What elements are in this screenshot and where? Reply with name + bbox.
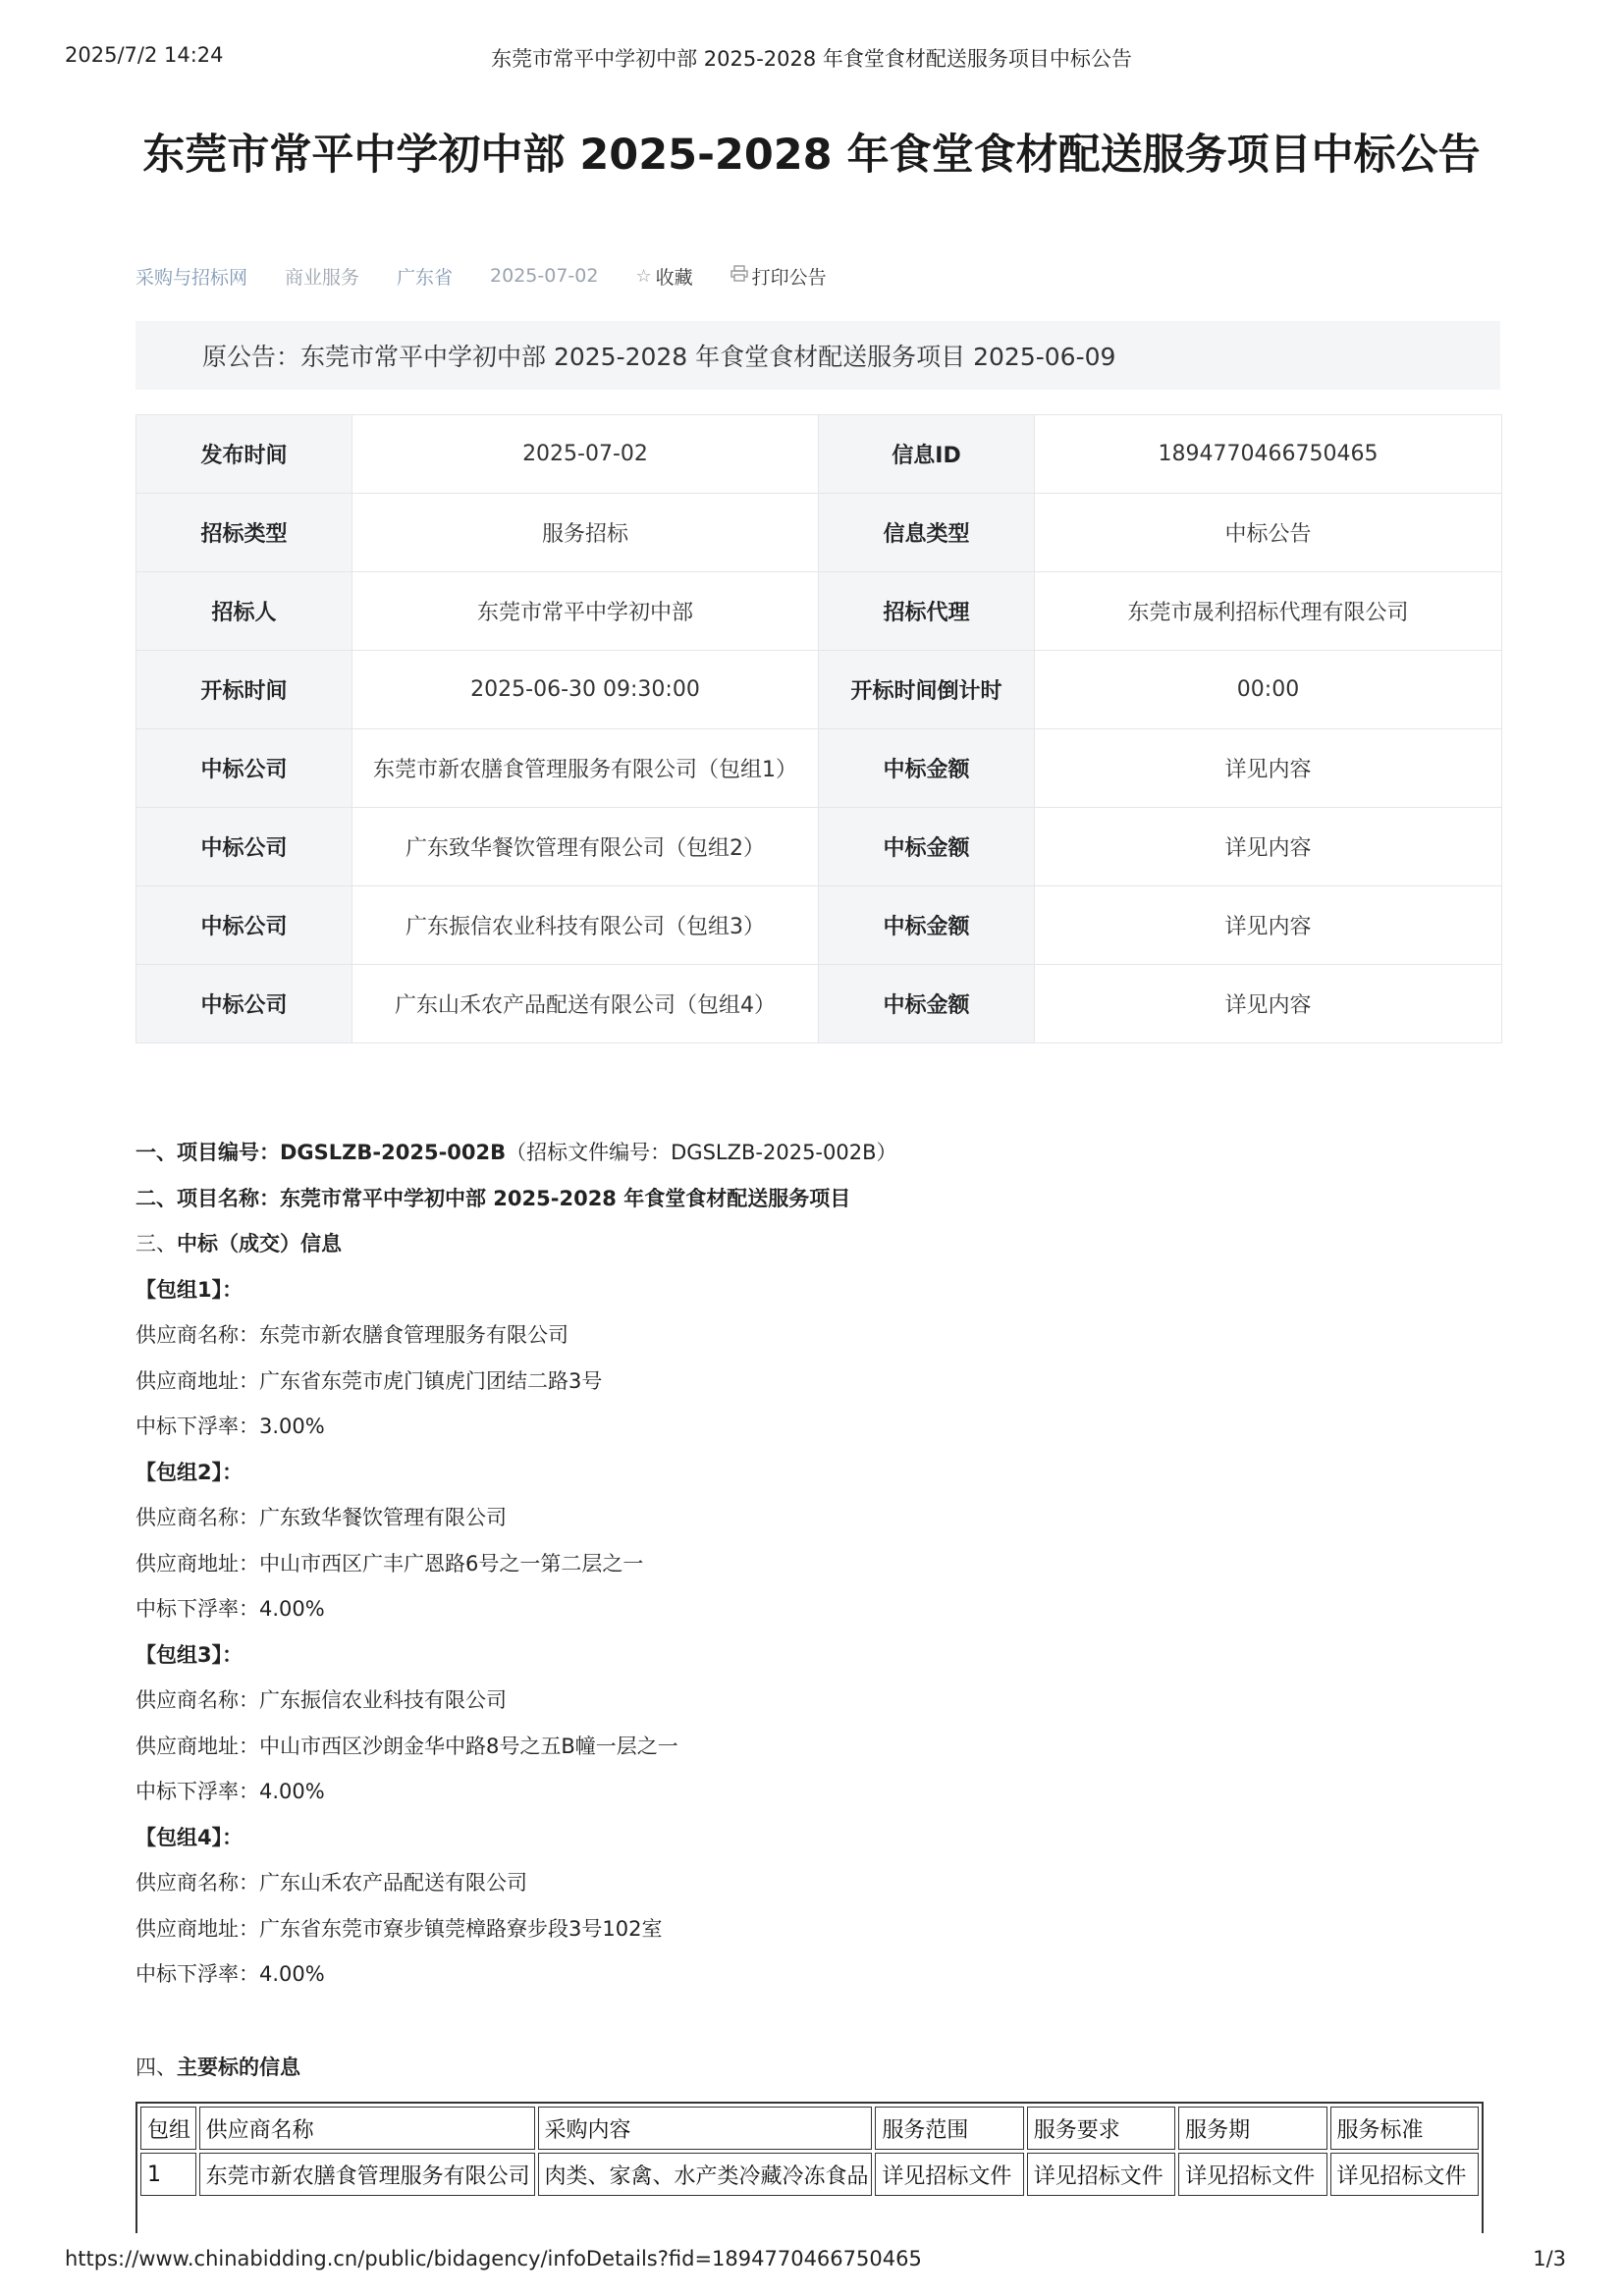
info-label: 中标金额 bbox=[819, 808, 1035, 886]
info-value: 广东致华餐饮管理有限公司（包组2） bbox=[352, 808, 819, 886]
supplier-name bbox=[135, 1502, 1500, 1548]
discount-rate bbox=[135, 1958, 1500, 2004]
announcement-body bbox=[135, 1137, 1500, 2004]
discount-rate-text: 中标下浮率：4.00% bbox=[135, 1597, 325, 1621]
info-label: 招标人 bbox=[136, 572, 352, 651]
info-label: 开标时间 bbox=[136, 651, 352, 729]
favorite-button[interactable] bbox=[635, 263, 692, 290]
supplier-name bbox=[135, 1867, 1500, 1913]
supplier-name bbox=[135, 1319, 1500, 1365]
meta-bar bbox=[135, 261, 864, 291]
info-row bbox=[136, 415, 1502, 494]
section-heading: 中标（成交）信息 bbox=[177, 1232, 342, 1255]
info-value: 2025-07-02 bbox=[352, 415, 819, 494]
print-footer-url: https://www.chinabidding.cn/public/bidagency/infoDetails?fid=1894770466750465 bbox=[65, 2247, 922, 2270]
info-label: 中标金额 bbox=[819, 729, 1035, 808]
info-label: 中标公司 bbox=[136, 729, 352, 808]
project-number-line bbox=[135, 1137, 1500, 1183]
table-cell: 东莞市新农膳食管理服务有限公司 bbox=[199, 2153, 535, 2196]
info-value: 东莞市常平中学初中部 bbox=[352, 572, 819, 651]
source-link[interactable]: 采购与招标网 bbox=[135, 266, 248, 289]
table-cell: 详见招标文件 bbox=[1178, 2153, 1326, 2196]
info-label: 信息类型 bbox=[819, 494, 1035, 572]
project-number: 一、项目编号：DGSLZB-2025-002B bbox=[135, 1141, 507, 1164]
info-value: 东莞市新农膳食管理服务有限公司（包组1） bbox=[352, 729, 819, 808]
info-label: 招标类型 bbox=[136, 494, 352, 572]
package-title bbox=[135, 1274, 1500, 1320]
page-title: 东莞市常平中学初中部 2025-2028 年食堂食材配送服务项目中标公告 bbox=[142, 131, 1481, 180]
discount-rate-text: 中标下浮率：3.00% bbox=[135, 1415, 325, 1438]
print-header-title: 东莞市常平中学初中部 2025-2028 年食堂食材配送服务项目中标公告 bbox=[491, 47, 1132, 71]
info-label: 中标公司 bbox=[136, 808, 352, 886]
info-row bbox=[136, 808, 1502, 886]
info-value: 东莞市晟利招标代理有限公司 bbox=[1035, 572, 1502, 651]
discount-rate bbox=[135, 1411, 1500, 1457]
print-button[interactable] bbox=[730, 263, 827, 290]
print-footer-page: 1/3 bbox=[1533, 2247, 1566, 2270]
info-row bbox=[136, 494, 1502, 572]
package-list bbox=[135, 1274, 1500, 2004]
supplier-name-text: 供应商名称：东莞市新农膳食管理服务有限公司 bbox=[135, 1323, 568, 1347]
table-row bbox=[140, 2153, 1479, 2196]
category-label: 商业服务 bbox=[285, 266, 360, 289]
table-cell: 详见招标文件 bbox=[1027, 2153, 1175, 2196]
info-table bbox=[135, 414, 1502, 1043]
package-title bbox=[135, 1457, 1500, 1503]
info-label: 中标公司 bbox=[136, 886, 352, 965]
package-title-text: 【包组1】： bbox=[135, 1277, 243, 1302]
supplier-address-text: 供应商地址：广东省东莞市寮步镇莞樟路寮步段3号102室 bbox=[135, 1916, 663, 1941]
region-link[interactable]: 广东省 bbox=[397, 266, 454, 289]
info-label: 中标公司 bbox=[136, 965, 352, 1043]
package-title-text: 【包组2】： bbox=[135, 1460, 243, 1484]
project-name: 二、项目名称：东莞市常平中学初中部 2025-2028 年食堂食材配送服务项目 bbox=[135, 1186, 851, 1210]
info-value: 详见内容 bbox=[1035, 886, 1502, 965]
column-header: 采购内容 bbox=[538, 2107, 873, 2150]
info-value: 2025-06-30 09:30:00 bbox=[352, 651, 819, 729]
info-value: 中标公告 bbox=[1035, 494, 1502, 572]
section-number: 三、 bbox=[135, 1232, 177, 1255]
package-title bbox=[135, 1822, 1500, 1868]
supplier-address bbox=[135, 1548, 1500, 1594]
info-value: 广东山禾农产品配送有限公司（包组4） bbox=[352, 965, 819, 1043]
info-row bbox=[136, 651, 1502, 729]
supplier-name-text: 供应商名称：广东振信农业科技有限公司 bbox=[135, 1688, 507, 1712]
info-row bbox=[136, 572, 1502, 651]
info-value: 00:00 bbox=[1035, 651, 1502, 729]
table-cell: 详见招标文件 bbox=[875, 2153, 1023, 2196]
discount-rate bbox=[135, 1776, 1500, 1822]
column-header: 供应商名称 bbox=[199, 2107, 535, 2150]
supplier-address-text: 供应商地址：中山市西区广丰广恩路6号之一第二层之一 bbox=[135, 1551, 644, 1575]
info-label: 信息ID bbox=[819, 415, 1035, 494]
info-value: 详见内容 bbox=[1035, 808, 1502, 886]
supplier-name bbox=[135, 1684, 1500, 1731]
info-row bbox=[136, 965, 1502, 1043]
tender-doc-number: （招标文件编号：DGSLZB-2025-002B） bbox=[506, 1141, 897, 1164]
info-value: 服务招标 bbox=[352, 494, 819, 572]
info-row bbox=[136, 729, 1502, 808]
column-header: 服务范围 bbox=[875, 2107, 1023, 2150]
original-notice-box[interactable] bbox=[135, 321, 1500, 390]
supplier-address bbox=[135, 1913, 1500, 1959]
info-value: 详见内容 bbox=[1035, 965, 1502, 1043]
discount-rate-text: 中标下浮率：4.00% bbox=[135, 1962, 325, 1986]
subject-info-heading bbox=[135, 2052, 300, 2081]
info-label: 中标金额 bbox=[819, 965, 1035, 1043]
print-header-datetime: 2025/7/2 14:24 bbox=[65, 43, 224, 67]
column-header: 服务标准 bbox=[1330, 2107, 1479, 2150]
info-label: 开标时间倒计时 bbox=[819, 651, 1035, 729]
award-info-heading bbox=[135, 1228, 1500, 1274]
info-value: 1894770466750465 bbox=[1035, 415, 1502, 494]
info-row bbox=[136, 886, 1502, 965]
section-heading: 主要标的信息 bbox=[177, 2056, 300, 2079]
package-title-text: 【包组4】： bbox=[135, 1825, 243, 1849]
supplier-name-text: 供应商名称：广东山禾农产品配送有限公司 bbox=[135, 1871, 527, 1895]
column-header: 服务期 bbox=[1178, 2107, 1326, 2150]
discount-rate bbox=[135, 1593, 1500, 1639]
subject-table-frame bbox=[135, 2102, 1484, 2233]
info-value: 详见内容 bbox=[1035, 729, 1502, 808]
print-label: 打印公告 bbox=[751, 266, 827, 289]
printer-icon bbox=[730, 265, 748, 287]
table-cell: 1 bbox=[140, 2153, 196, 2196]
supplier-address bbox=[135, 1365, 1500, 1412]
package-title-text: 【包组3】： bbox=[135, 1642, 243, 1667]
project-name-line bbox=[135, 1183, 1500, 1229]
package-title bbox=[135, 1639, 1500, 1685]
subject-table-header bbox=[140, 2107, 1479, 2150]
star-outline-icon: ☆ bbox=[635, 265, 652, 287]
table-cell: 详见招标文件 bbox=[1330, 2153, 1479, 2196]
original-notice-link[interactable]: 原公告：东莞市常平中学初中部 2025-2028 年食堂食材配送服务项目 2025-06-09 bbox=[202, 343, 1116, 371]
favorite-label: 收藏 bbox=[655, 266, 693, 289]
subject-table bbox=[137, 2104, 1482, 2199]
publish-date: 2025-07-02 bbox=[490, 265, 599, 287]
column-header: 服务要求 bbox=[1027, 2107, 1175, 2150]
info-label: 招标代理 bbox=[819, 572, 1035, 651]
info-label: 中标金额 bbox=[819, 886, 1035, 965]
section-number: 四、 bbox=[135, 2056, 177, 2079]
supplier-address-text: 供应商地址：广东省东莞市虎门镇虎门团结二路3号 bbox=[135, 1368, 603, 1393]
column-header: 包组 bbox=[140, 2107, 196, 2150]
supplier-address bbox=[135, 1731, 1500, 1777]
info-label: 发布时间 bbox=[136, 415, 352, 494]
table-cell: 肉类、家禽、水产类冷藏冷冻食品 bbox=[538, 2153, 873, 2196]
info-value: 广东振信农业科技有限公司（包组3） bbox=[352, 886, 819, 965]
supplier-address-text: 供应商地址：中山市西区沙朗金华中路8号之五B幢一层之一 bbox=[135, 1734, 678, 1758]
discount-rate-text: 中标下浮率：4.00% bbox=[135, 1780, 325, 1803]
supplier-name-text: 供应商名称：广东致华餐饮管理有限公司 bbox=[135, 1506, 507, 1529]
